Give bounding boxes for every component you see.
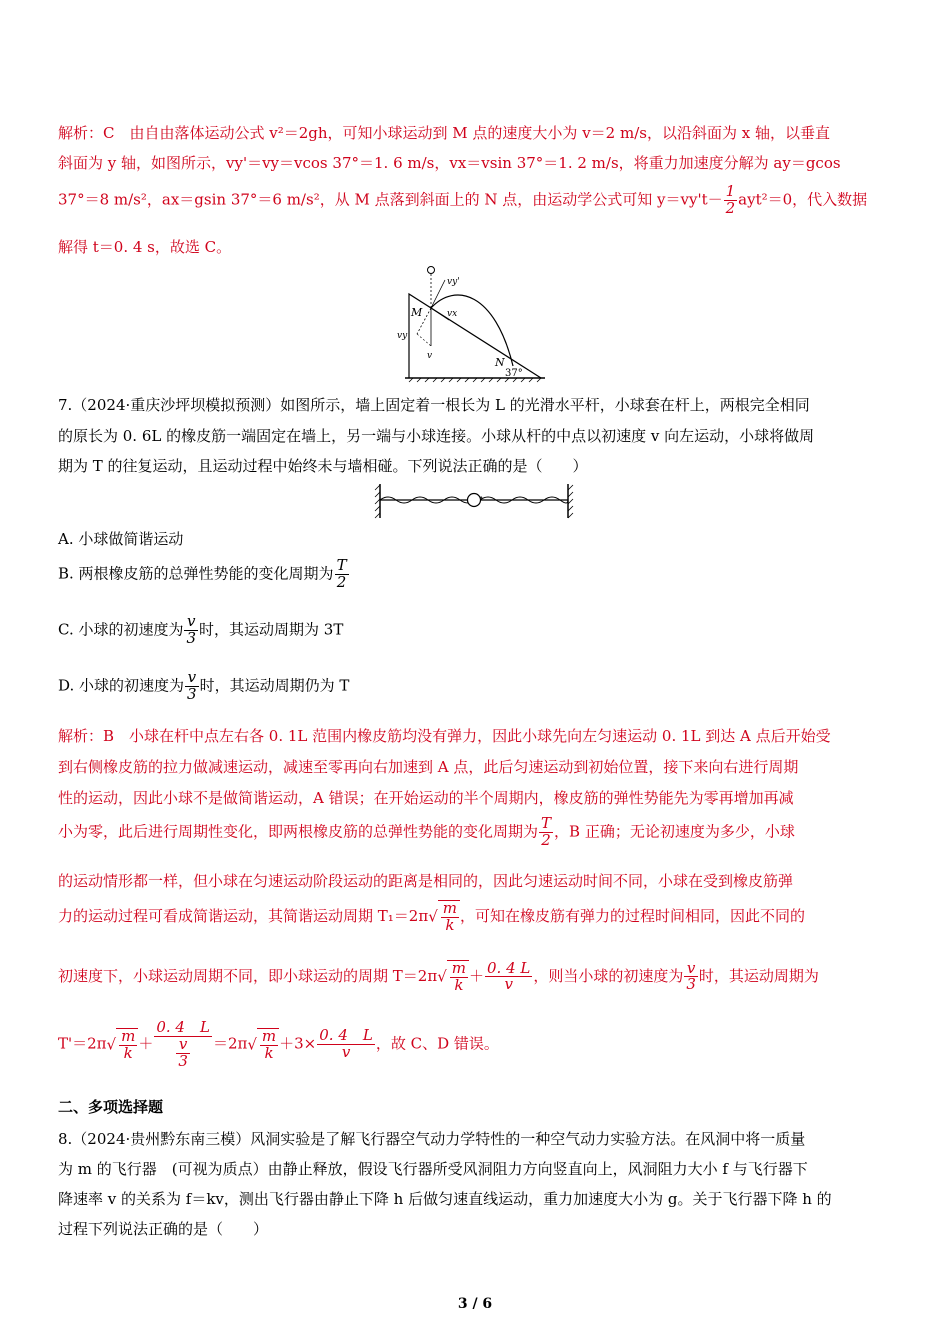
fraction-v-over-3 [185,670,199,703]
q7-stem-line-3: 期为 T 的往复运动，且运动过程中始终未与墙相碰。下列说法正确的是（ ） [58,457,588,475]
fraction-half [724,184,738,217]
fraction-numerator: m [121,1026,136,1045]
option-d-text: D. 小球的初速度为 [58,676,185,695]
fraction-denominator: k [264,1043,274,1062]
fraction-T-over-2 [335,558,349,591]
vy-prime-vector [431,280,445,308]
label-N: N [495,356,505,369]
sqrt-m-over-k: √ $\frac{m}{k}$ [428,900,460,934]
q7-option-c [58,614,343,647]
label-angle: 37° [505,368,523,379]
sqrt-m-over-k: √ $\frac{m}{k}$ [437,960,469,994]
q7-stem-line-1: 7.（2024·重庆沙坪坝模拟预测）如图所示，墙上固定着一根长为 L 的光滑水平杆，小球套在杆上，两根完全相同 [58,396,810,414]
line-4-tail: ，B 正确；无论初速度为多少，小球 [554,822,795,841]
fraction-numerator: v [184,614,198,631]
fraction-denominator: 2 [336,572,347,591]
fraction-numerator: v [684,961,698,978]
fraction-numerator: v [185,670,199,687]
option-c-tail: 时，其运动周期为 3T [199,620,344,639]
line-6-tail: ，可知在橡皮筋有弹力的过程时间相同，因此不同的 [460,906,806,925]
q7-option-b [58,558,350,591]
fraction-numerator: 0. 4 L [487,958,531,977]
fraction-0.4L-over-v [485,958,532,994]
line-8-start: T'＝2π [58,1034,107,1053]
rod-diagram [374,482,574,520]
fraction-denominator [154,1034,212,1070]
q7-option-d [58,670,349,703]
page-number: 3 / 6 [457,1296,493,1312]
q6-solution-line-3b: ayt²＝0，代入数据 [738,190,868,209]
nested-numerator: v [176,1037,190,1054]
label-v: v [427,351,433,361]
q7-solution-line-8 [58,1020,499,1069]
q8-stem-line-4: 过程下列说法正确的是（ ） [58,1220,269,1238]
q7-stem-line-2: 的原长为 0. 6L 的橡皮筋一端固定在墙上，另一端与小球连接。小球从杆的中点以初速度 v 向左运动，小球将做周 [58,427,815,445]
fraction-denominator: 3 [186,628,197,647]
label-vy: vy [397,331,408,341]
q7-solution-line-5: 的运动情形都一样，但小球在匀速运动阶段运动的距离是相同的，因此匀速运动时间不同，小球在受到橡皮筋弹 [58,872,794,890]
q6-solution-line-4: 解得 t＝0. 4 s，故选 C。 [58,238,232,256]
plus-3-times: ＋3× [279,1034,317,1053]
option-b-text: B. 两根橡皮筋的总弹性势能的变化周期为 [58,564,334,583]
incline-diagram [395,262,555,384]
fraction-denominator: k [123,1043,133,1062]
section-heading: 二、多项选择题 [58,1098,164,1116]
q8-stem-line-1: 8.（2024·贵州黔东南三模）风洞实验是了解飞行器空气动力学特性的一种空气动力实验方法。在风洞中将一质量 [58,1130,806,1148]
ball [428,267,435,274]
q7-solution-line-6 [58,900,805,934]
fraction-numerator: T [336,556,347,574]
line-6-text: 力的运动过程可看成简谐运动，其简谐运动周期 T₁＝2π [58,906,429,925]
ball [468,494,481,507]
q7-option-a: A. 小球做简谐运动 [58,530,184,548]
q7-solution-line-7 [58,960,819,994]
line-4-text: 小为零，此后进行周期性变化，即两根橡皮筋的总弹性势能的变化周期为 [58,822,539,841]
option-c-text: C. 小球的初速度为 [58,620,184,639]
fraction-denominator: v [341,1043,351,1062]
fraction-numerator: 0. 4 L [156,1018,210,1036]
q6-solution-line-2: 斜面为 y 轴，如图所示，vy'＝vy＝vcos 37°＝1. 6 m/s，vx＝vsin 37°＝1. 2 m/s，将重力加速度分解为 ay＝gcos [58,154,841,172]
plus-sign: ＋ [468,966,484,985]
sqrt-m-over-k: √ $\frac{m}{k}$ [107,1028,139,1062]
fraction-denominator: k [454,975,464,994]
fraction-numerator: m [451,959,466,977]
line-8-tail: ，故 C、D 错误。 [375,1034,499,1053]
fraction-v-over-3 [184,614,198,647]
fraction-denominator: 3 [686,975,696,994]
fraction-v-over-3 [684,958,698,994]
plus-sign: ＋ [138,1034,154,1053]
sqrt-m-over-k: √ $\frac{m}{k}$ [247,1028,279,1062]
incline-triangle [409,294,541,378]
equals-2pi: ＝2π [212,1034,248,1053]
fraction-denominator: 2 [725,198,736,217]
fraction-denominator: k [445,915,455,934]
line-7-tail: 时，其运动周期为 [698,966,819,985]
fraction-numerator: m [261,1026,277,1045]
q6-solution-line-1: 解析：C 由自由落体运动公式 v²＝2gh，可知小球运动到 M 点的速度大小为 v＝2 m/s，以沿斜面为 x 轴，以垂直 [58,124,830,142]
line-7-mid: ，则当小球的初速度为 [533,966,684,985]
fraction-T-over-2 [539,816,553,849]
option-d-tail: 时，其运动周期仍为 T [199,676,350,695]
q7-solution-line-1: 解析：B 小球在杆中点左右各 0. 1L 范围内橡皮筋均没有弹力，因此小球先向左匀速运动 0. 1L 到达 A 点后开始受 [58,727,831,745]
fraction-numerator: T [541,814,552,832]
fraction-complex [154,1020,212,1069]
label-vy-prime: vy' [447,277,460,287]
q6-solution-line-3 [58,184,867,217]
q7-solution-line-3: 性的运动，因此小球不是做简谐运动，A 错误；在开始运动的半个周期内，橡皮筋的弹性势能先为零再增加再减 [58,789,794,807]
line-7-text: 初速度下，小球运动周期不同，即小球运动的周期 T＝2π [58,966,438,985]
q7-solution-line-2: 到右侧橡皮筋的拉力做减速运动，减速至零再向右加速到 A 点，此后匀速运动到初始位置，接下来向右进行周期 [58,758,799,776]
fraction-numerator: m [442,899,457,917]
fraction-numerator: 1 [725,182,736,200]
q7-solution-line-4 [58,816,795,849]
fraction-denominator: 3 [187,684,197,703]
q8-stem-line-3: 降速率 v 的关系为 f＝kv，测出飞行器由静止下降 h 后做匀速直线运动，重力加速度大小为 g。关于飞行器下降 h 的 [58,1190,832,1208]
fraction-denominator: 2 [541,830,551,849]
nested-denominator: 3 [178,1051,188,1070]
label-vx: vx [447,309,458,319]
fraction-numerator: 0. 4 L [319,1026,373,1045]
fraction-0.4L-over-v [317,1028,375,1061]
label-M: M [411,306,423,319]
fraction-denominator: v [504,975,513,994]
q6-solution-line-3a: 37°＝8 m/s²，ax＝gsin 37°＝6 m/s²，从 M 点落到斜面上的 N 点，由运动学公式可知 y＝vy't－ [58,190,723,209]
q8-stem-line-2: 为 m 的飞行器 (可视为质点）由静止释放，假设飞行器所受风洞阻力方向竖直向上，风洞阻力大小 f 与飞行器下 [58,1160,808,1178]
